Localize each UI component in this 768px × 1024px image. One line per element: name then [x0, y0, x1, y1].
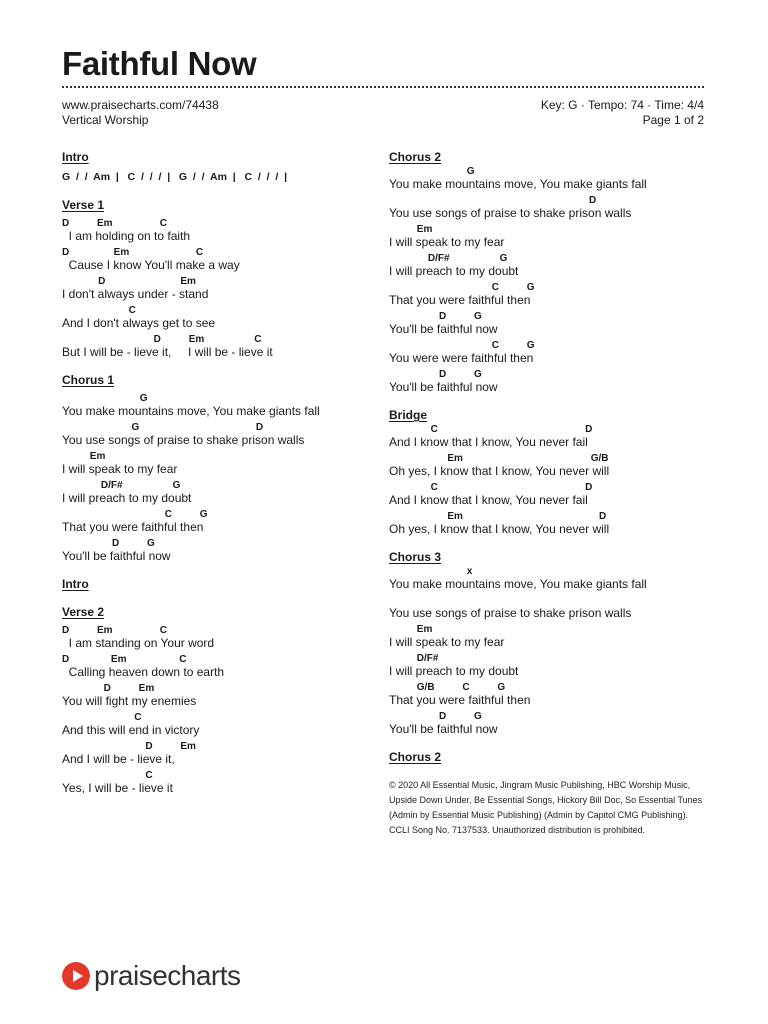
lyric-line: [62, 334, 392, 359]
chord-row: x: [389, 566, 473, 577]
song-section: [62, 605, 392, 795]
chord-row: D/F# G: [62, 480, 181, 491]
lyric-line: [389, 369, 719, 394]
chord-row: D Em C: [62, 334, 262, 345]
lyric-text: You make mountains move, You make giants fall: [389, 177, 647, 191]
lyric-text: I will speak to my fear: [389, 635, 505, 649]
section-title: Chorus 2: [389, 150, 442, 164]
chord-row: D G: [389, 311, 482, 322]
chord-row: C: [62, 770, 153, 781]
chord-row: D G: [389, 369, 482, 380]
section-title: Bridge: [389, 408, 428, 422]
play-circle-icon: [62, 962, 90, 990]
lyric-text: Oh yes, I know that I know, You never will: [389, 522, 610, 536]
chord-row: C G: [389, 340, 535, 351]
chord-row: C: [62, 305, 136, 316]
lyric-text: But I will be - lieve it, I will be - lieve it: [62, 345, 273, 359]
chord-row: Em G/B: [389, 453, 609, 464]
chord-row: G/B C G: [389, 682, 506, 693]
chord-row: D/F#: [389, 653, 439, 664]
lyric-line: [62, 393, 392, 418]
lyric-line: [389, 711, 719, 736]
song-section: [389, 408, 719, 536]
lyric-line: [389, 682, 719, 707]
chord-row: [389, 595, 719, 606]
chart-url[interactable]: www.praisecharts.com/74438: [62, 98, 219, 112]
song-section: [389, 550, 719, 736]
lyric-line: [389, 166, 719, 191]
lyric-line: [62, 480, 392, 505]
song-section: [389, 750, 719, 764]
chord-row: D Em C: [62, 247, 204, 258]
section-title: Chorus 3: [389, 550, 442, 564]
chord-row: D G: [62, 538, 155, 549]
lyric-text: I will speak to my fear: [62, 462, 178, 476]
lyric-line: [389, 624, 719, 649]
lyric-text: I am standing on Your word: [62, 636, 215, 650]
song-section: [62, 577, 392, 591]
chord-row: D Em C: [62, 218, 168, 229]
lyric-line: [62, 770, 392, 795]
lyric-line: [62, 741, 392, 766]
left-column: [62, 150, 392, 809]
lyric-text: That you were faithful then: [389, 293, 531, 307]
chord-row: C G: [62, 509, 208, 520]
lyric-line: [62, 654, 392, 679]
song-section: [62, 150, 392, 184]
lyric-line: [389, 653, 719, 678]
dotted-divider: [62, 86, 704, 92]
logo-text: praisecharts: [94, 960, 241, 991]
lyric-text: You were were faithful then: [389, 351, 534, 365]
lyric-line: [389, 482, 719, 507]
song-section: [389, 150, 719, 394]
section-title: Chorus 2: [389, 750, 442, 764]
lyric-text: And I know that I know, You never fail: [389, 493, 588, 507]
chord-row: C D: [389, 424, 593, 435]
song-title: Faithful Now: [62, 45, 257, 82]
lyric-text: Yes, I will be - lieve it: [62, 781, 173, 795]
lyric-line: [62, 247, 392, 272]
lyric-text: That you were faithful then: [389, 693, 531, 707]
chord-row: D G: [389, 711, 482, 722]
section-title: Verse 2: [62, 605, 105, 619]
artist-name: Vertical Worship: [62, 113, 149, 127]
section-title: Intro: [62, 150, 89, 164]
chord-row: Em: [389, 624, 433, 635]
lyric-text: And this will end in victory: [62, 723, 200, 737]
lyric-line: [62, 451, 392, 476]
lyric-text: I will preach to my doubt: [389, 264, 519, 278]
chord-row: C: [62, 712, 142, 723]
lyric-line: [389, 595, 719, 620]
lyric-text: You will fight my enemies: [62, 694, 197, 708]
lyric-line: [389, 453, 719, 478]
lyric-line: [389, 424, 719, 449]
chord-row: G: [389, 166, 475, 177]
lyric-line: [62, 538, 392, 563]
chord-row: G D: [62, 422, 264, 433]
lyric-line: [389, 282, 719, 307]
chord-row: D Em C: [62, 654, 187, 665]
lyric-text: I will preach to my doubt: [389, 664, 519, 678]
lyric-line: [389, 195, 719, 220]
lyric-line: [62, 218, 392, 243]
lyric-line: [389, 340, 719, 365]
lyric-text: I will speak to my fear: [389, 235, 505, 249]
lyric-line: [62, 422, 392, 447]
song-meta: Key: G · Tempo: 74 · Time: 4/4: [540, 98, 704, 112]
intro-chord-row: G / / Am | C / / / | G / / Am | C / / / |: [62, 171, 288, 183]
lyric-line: [62, 625, 392, 650]
lyric-line: [62, 683, 392, 708]
lyric-text: I don't always under - stand: [62, 287, 209, 301]
chord-row: C D: [389, 482, 593, 493]
lyric-text: You use songs of praise to shake prison walls: [62, 433, 305, 447]
lyric-text: You'll be faithful now: [389, 380, 498, 394]
chord-row: G: [62, 393, 148, 404]
lyric-line: [62, 276, 392, 301]
lyric-text: You use songs of praise to shake prison walls: [389, 206, 632, 220]
chord-row: D Em: [62, 683, 155, 694]
lyric-line: [62, 712, 392, 737]
lyric-line: [389, 311, 719, 336]
song-section: [62, 198, 392, 359]
lyric-line: [389, 566, 719, 591]
lyric-text: You'll be faithful now: [62, 549, 171, 563]
lyric-text: You'll be faithful now: [389, 722, 498, 736]
lyric-text: And I don't always get to see: [62, 316, 216, 330]
lyric-text: Cause I know You'll make a way: [62, 258, 240, 272]
chord-row: Em D: [389, 511, 607, 522]
lyric-line: [62, 509, 392, 534]
lyric-line: [389, 224, 719, 249]
lyric-text: You make mountains move, You make giants fall: [62, 404, 320, 418]
lyric-text: I will preach to my doubt: [62, 491, 192, 505]
lyric-text: And I know that I know, You never fail: [389, 435, 588, 449]
lyric-line: [389, 511, 719, 536]
lyric-text: You'll be faithful now: [389, 322, 498, 336]
lyric-text: I am holding on to faith: [62, 229, 191, 243]
lyric-text: You make mountains move, You make giants fall: [389, 577, 647, 591]
chord-row: D Em: [62, 276, 196, 287]
lyric-line: [389, 253, 719, 278]
chord-row: D Em C: [62, 625, 168, 636]
lyric-text: Calling heaven down to earth: [62, 665, 225, 679]
chord-row: Em: [389, 224, 433, 235]
chord-row: D Em: [62, 741, 196, 752]
copyright-notice: © 2020 All Essential Music, Jingram Music Publishing, HBC Worship Music, Upside Down Under, Be Essential Songs, Hickory Bill Doc, So Essential Tunes (Admin by Essential Music Publishing) (Admin by Capitol CMG Publishing). CCLI Song No. 7137533. Unauthorized distribution is prohibited.: [389, 780, 703, 835]
page-number: Page 1 of 2: [642, 113, 704, 127]
right-column: [389, 150, 719, 838]
chord-row: Em: [62, 451, 106, 462]
lyric-line: [62, 305, 392, 330]
section-title: Chorus 1: [62, 373, 115, 387]
lyric-text: That you were faithful then: [62, 520, 204, 534]
section-title: Intro: [62, 577, 89, 591]
song-section: [62, 373, 392, 563]
chord-row: C G: [389, 282, 535, 293]
chord-row: D/F# G: [389, 253, 508, 264]
lyric-text: Oh yes, I know that I know, You never will: [389, 464, 610, 478]
chord-row: D: [389, 195, 597, 206]
section-title: Verse 1: [62, 198, 105, 212]
lyric-text: You use songs of praise to shake prison walls: [389, 606, 632, 620]
lyric-text: And I will be - lieve it,: [62, 752, 175, 766]
praisecharts-logo[interactable]: [62, 958, 241, 994]
